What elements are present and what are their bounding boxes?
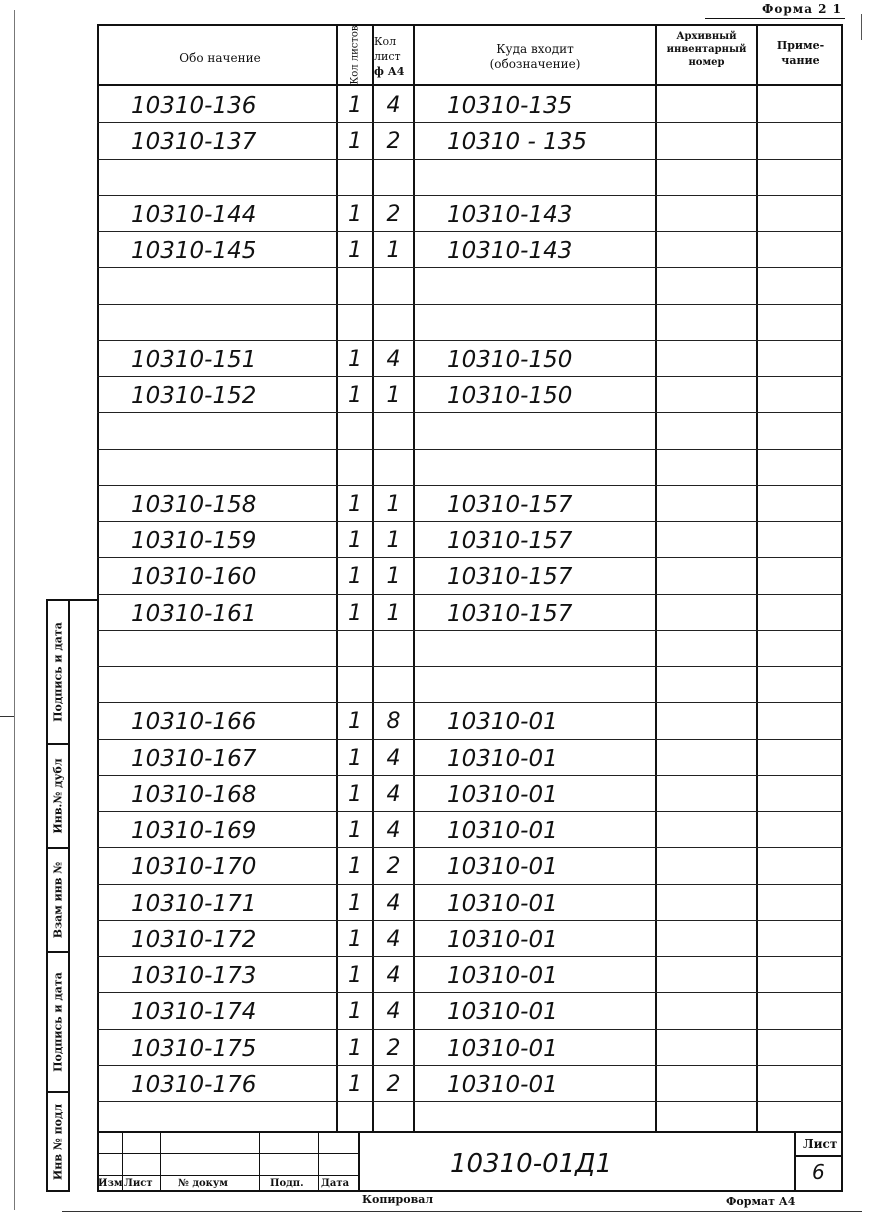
cell-sheets: 1 xyxy=(348,383,362,408)
cell-sheets: 1 xyxy=(348,746,362,771)
cell-sheets: 1 xyxy=(348,202,362,227)
cell-sheets: 1 xyxy=(348,129,362,154)
cell-target: 10310-01 xyxy=(447,782,558,808)
row-divider xyxy=(97,594,843,595)
cell-designation: 10310-167 xyxy=(131,746,257,772)
cell-a4: 2 xyxy=(386,202,401,227)
row-divider xyxy=(97,231,843,232)
form-label-underline xyxy=(705,18,845,19)
left-margin-tick xyxy=(0,716,14,717)
row-divider xyxy=(97,920,843,921)
cell-target: 10310-150 xyxy=(447,383,573,409)
cell-target: 10310-157 xyxy=(447,492,573,518)
cell-a4: 2 xyxy=(386,129,401,154)
col-divider-4 xyxy=(655,24,657,1132)
right-margin-line xyxy=(861,14,862,40)
cell-a4: 4 xyxy=(386,347,401,372)
cell-designation: 10310-152 xyxy=(131,383,257,409)
cell-target: 10310-157 xyxy=(447,564,573,590)
row-divider xyxy=(97,847,843,848)
document-code: 10310-01Д1 xyxy=(450,1149,613,1179)
cell-target: 10310-01 xyxy=(447,854,558,880)
header-kol-list-a4 xyxy=(374,34,412,79)
header-arkhivny-line2: инвентарный xyxy=(666,44,747,55)
row-divider xyxy=(97,557,843,558)
tb-sheet-divider xyxy=(794,1155,843,1157)
tb-col-list: Лист xyxy=(124,1178,153,1189)
row-divider xyxy=(97,630,843,631)
cell-designation: 10310-168 xyxy=(131,782,257,808)
cell-target: 10310-157 xyxy=(447,601,573,627)
cell-designation: 10310-172 xyxy=(131,927,257,953)
cell-designation: 10310-160 xyxy=(131,564,257,590)
cell-a4: 1 xyxy=(386,383,401,408)
cell-a4: 1 xyxy=(386,492,401,517)
cell-target: 10310-01 xyxy=(447,1072,558,1098)
footer-copied: Копировал xyxy=(362,1193,434,1206)
row-divider xyxy=(97,775,843,776)
side-label-podpis-2 xyxy=(46,951,70,1093)
header-prim-line1: Приме- xyxy=(776,39,825,52)
cell-designation: 10310-176 xyxy=(131,1072,257,1098)
cell-designation: 10310-144 xyxy=(131,202,257,228)
cell-a4: 4 xyxy=(386,746,401,771)
cell-target: 10310 - 135 xyxy=(447,129,587,155)
tb-col-5 xyxy=(358,1131,360,1192)
cell-sheets: 1 xyxy=(348,347,362,372)
cell-a4: 1 xyxy=(386,601,401,626)
header-kuda-line2: (обозначение) xyxy=(489,57,581,71)
footer-format: Формат А4 xyxy=(726,1195,796,1208)
cell-target: 10310-01 xyxy=(447,999,558,1025)
cell-designation: 10310-161 xyxy=(131,601,257,627)
cell-target: 10310-150 xyxy=(447,347,573,373)
cell-target: 10310-01 xyxy=(447,818,558,844)
cell-a4: 4 xyxy=(386,782,401,807)
side-label-inv-dubl xyxy=(46,743,70,849)
tb-col-6 xyxy=(794,1131,796,1192)
row-divider xyxy=(97,485,843,486)
sheet-number: 6 xyxy=(812,1160,825,1184)
row-divider xyxy=(97,884,843,885)
cell-designation: 10310-171 xyxy=(131,891,257,917)
tb-col-nom-dokum: № докум xyxy=(178,1178,228,1189)
cell-a4: 1 xyxy=(386,238,401,263)
cell-a4: 1 xyxy=(386,528,401,553)
cell-sheets: 1 xyxy=(348,238,362,263)
cell-target: 10310-135 xyxy=(447,93,573,119)
cell-designation: 10310-175 xyxy=(131,1036,257,1062)
cell-target: 10310-143 xyxy=(447,238,573,264)
cell-sheets: 1 xyxy=(348,1072,362,1097)
row-divider xyxy=(97,739,843,740)
row-divider xyxy=(97,122,843,123)
cell-designation: 10310-159 xyxy=(131,528,257,554)
cell-sheets: 1 xyxy=(348,709,362,734)
header-primechanie xyxy=(758,38,843,68)
cell-a4: 2 xyxy=(386,854,401,879)
cell-a4: 4 xyxy=(386,963,401,988)
header-arkhivny-line3: номер xyxy=(688,57,725,68)
row-divider xyxy=(97,1029,843,1030)
side-label-podpis-1 xyxy=(46,599,70,745)
side-label-inv-podl xyxy=(46,1091,70,1192)
header-kuda-vkhodit xyxy=(415,42,655,72)
side-label-text: Инв № подл xyxy=(51,1103,65,1180)
title-block-mid2 xyxy=(97,1175,359,1176)
title-block-mid xyxy=(97,1153,359,1154)
title-block-top xyxy=(97,1131,843,1133)
row-divider xyxy=(97,1065,843,1066)
cell-designation: 10310-151 xyxy=(131,347,257,373)
cell-a4: 4 xyxy=(386,891,401,916)
cell-a4: 2 xyxy=(386,1072,401,1097)
cell-sheets: 1 xyxy=(348,927,362,952)
cell-a4: 4 xyxy=(386,818,401,843)
row-divider xyxy=(97,521,843,522)
row-divider xyxy=(97,811,843,812)
cell-designation: 10310-166 xyxy=(131,709,257,735)
col-divider-5 xyxy=(756,24,758,1132)
header-bottom-line xyxy=(97,84,843,86)
cell-designation: 10310-174 xyxy=(131,999,257,1025)
header-designation: Обо начение xyxy=(179,51,261,65)
cell-target: 10310-01 xyxy=(447,709,558,735)
cell-target: 10310-157 xyxy=(447,528,573,554)
header-arkhivny-line1: Архивный xyxy=(676,31,737,42)
header-list-line: лист xyxy=(374,50,401,63)
form-label: Форма 2 1 xyxy=(762,2,843,16)
cell-target: 10310-01 xyxy=(447,891,558,917)
header-kol-listov xyxy=(338,26,372,84)
cell-sheets: 1 xyxy=(348,528,362,553)
cell-sheets: 1 xyxy=(348,999,362,1024)
cell-target: 10310-01 xyxy=(447,963,558,989)
cell-target: 10310-01 xyxy=(447,746,558,772)
cell-a4: 2 xyxy=(386,1036,401,1061)
cell-a4: 4 xyxy=(386,93,401,118)
header-kol-line: Кол xyxy=(374,35,397,48)
cell-designation: 10310-137 xyxy=(131,129,257,155)
cell-a4: 1 xyxy=(386,564,401,589)
side-label-text: Инв.№ дубл xyxy=(51,758,65,834)
row-divider xyxy=(97,992,843,993)
left-margin-line xyxy=(14,10,15,1210)
cell-a4: 8 xyxy=(386,709,401,734)
side-label-text: Подпись и дата xyxy=(51,972,65,1072)
tb-col-izm: Изм xyxy=(98,1178,123,1189)
tb-col-3 xyxy=(259,1131,260,1192)
row-divider xyxy=(97,449,843,450)
row-divider xyxy=(97,956,843,957)
cell-designation: 10310-145 xyxy=(131,238,257,264)
cell-sheets: 1 xyxy=(348,963,362,988)
header-kol-listov-text: Кол листов xyxy=(349,25,361,85)
cell-designation: 10310-169 xyxy=(131,818,257,844)
cell-designation: 10310-170 xyxy=(131,854,257,880)
cell-sheets: 1 xyxy=(348,492,362,517)
side-label-vzam-inv xyxy=(46,847,70,953)
cell-target: 10310-01 xyxy=(447,927,558,953)
tb-col-2 xyxy=(160,1131,161,1192)
cell-sheets: 1 xyxy=(348,1036,362,1061)
side-label-text: Взам инв № xyxy=(51,861,65,939)
cell-sheets: 1 xyxy=(348,782,362,807)
cell-a4: 4 xyxy=(386,927,401,952)
cell-sheets: 1 xyxy=(348,891,362,916)
tb-col-data: Дата xyxy=(321,1178,350,1189)
row-divider xyxy=(97,666,843,667)
cell-sheets: 1 xyxy=(348,818,362,843)
row-divider xyxy=(97,267,843,268)
cell-sheets: 1 xyxy=(348,93,362,118)
cell-sheets: 1 xyxy=(348,601,362,626)
tb-col-podp: Подп. xyxy=(270,1178,304,1189)
cell-designation: 10310-173 xyxy=(131,963,257,989)
header-a4-line: ф А4 xyxy=(374,65,405,78)
row-divider xyxy=(97,304,843,305)
row-divider xyxy=(97,376,843,377)
header-prim-line2: чание xyxy=(781,54,820,67)
footer-line xyxy=(62,1211,862,1212)
cell-sheets: 1 xyxy=(348,564,362,589)
cell-designation: 10310-158 xyxy=(131,492,257,518)
tb-col-4 xyxy=(318,1131,319,1192)
cell-a4: 4 xyxy=(386,999,401,1024)
cell-sheets: 1 xyxy=(348,854,362,879)
header-arkhivny xyxy=(657,30,756,69)
row-divider xyxy=(97,702,843,703)
cell-target: 10310-01 xyxy=(447,1036,558,1062)
row-divider xyxy=(97,159,843,160)
row-divider xyxy=(97,412,843,413)
row-divider xyxy=(97,195,843,196)
binding-strip-edge xyxy=(68,599,97,1192)
col-divider-3 xyxy=(413,24,415,1132)
header-kuda-line1: Куда входит xyxy=(496,42,574,56)
row-divider xyxy=(97,340,843,341)
cell-target: 10310-143 xyxy=(447,202,573,228)
cell-designation: 10310-136 xyxy=(131,93,257,119)
sheet-label: Лист xyxy=(803,1137,838,1151)
side-label-text: Подпись и дата xyxy=(51,622,65,722)
row-divider xyxy=(97,1101,843,1102)
